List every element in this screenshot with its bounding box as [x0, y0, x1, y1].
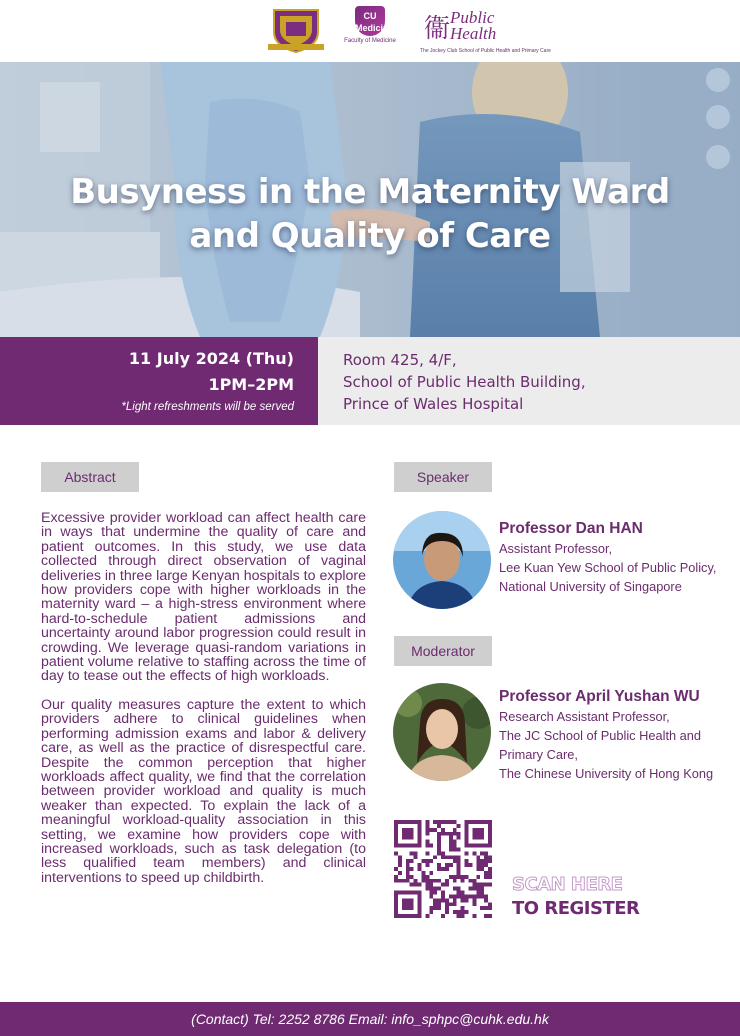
venue-line2: School of Public Health Building, — [343, 373, 586, 391]
moderator-label: Moderator — [394, 636, 492, 666]
abstract-label: Abstract — [41, 462, 139, 492]
speaker-name: Professor Dan HAN — [499, 520, 643, 537]
school-name-label: The Jockey Club School of Public Health and Primary Care — [420, 48, 551, 54]
cu-medicine-shield: CU Medicine — [355, 6, 385, 36]
refreshments-note: *Light refreshments will be served — [121, 401, 294, 413]
to-register-text: TO REGISTER — [512, 898, 640, 919]
speaker-avatar — [393, 511, 491, 609]
event-title — [0, 170, 740, 258]
speaker-title: Assistant Professor, — [499, 541, 613, 556]
cuhk-crest-logo — [266, 6, 326, 54]
speaker-label: Speaker — [394, 462, 492, 492]
registration-qr-code[interactable] — [394, 820, 492, 918]
event-time: 1PM–2PM — [208, 375, 294, 394]
contact-info: (Contact) Tel: 2252 8786 Email: info_sphpc@cuhk.edu.hk — [191, 1011, 549, 1027]
public-health-mark-icon: 衞 — [424, 14, 451, 44]
moderator-title: Research Assistant Professor, — [499, 709, 670, 724]
speaker-university: National University of Singapore — [499, 579, 682, 594]
event-date: 11 July 2024 (Thu) — [128, 349, 294, 368]
speaker-school: Lee Kuan Yew School of Public Policy, — [499, 560, 717, 575]
venue-line3: Prince of Wales Hospital — [343, 395, 524, 413]
moderator-affiliation — [499, 707, 713, 783]
moderator-name: Professor April Yushan WU — [499, 688, 700, 705]
event-venue-panel — [318, 337, 740, 425]
event-title-line2: and Quality of Care — [189, 216, 551, 256]
venue-line1: Room 425, 4/F, — [343, 351, 457, 369]
public-health-logo — [420, 4, 551, 56]
moderator-school-line2: Primary Care, — [499, 747, 578, 762]
abstract-paragraph-2: Our quality measures capture the extent to which providers adhere to clinical guidelines when performing admission exams and labor & delivery care, as well as the practice of disrespectful care. Despite the common perception that higher workloads affect quality, we find that the correlation between provider workload and quality is much weaker than expected. To explain the lack of a meaningful workload-quality association in this setting, we examine how providers cope with increased workloads, such as task delegation (to less qualified team members) and clinical interventions to speed up childbirth. — [41, 696, 366, 886]
header-logos — [0, 0, 740, 62]
speaker-affiliation — [499, 539, 716, 596]
faculty-of-medicine-label: Faculty of Medicine — [344, 38, 396, 44]
public-health-wordmark: Public Health — [450, 8, 497, 43]
event-datetime-panel — [0, 337, 318, 425]
contact-footer — [0, 1002, 740, 1036]
scan-here-text: SCAN HERE — [512, 874, 623, 895]
moderator-university: The Chinese University of Hong Kong — [499, 766, 714, 781]
cu-medicine-logo — [340, 6, 400, 56]
abstract-paragraph-1: Excessive provider workload can affect health care in ways that undermine the quality of care and patient outcomes. In this study, we use data collected through direct observation of vaginal deliveries in three large Kenyan hospitals to explore how providers cope with higher workloads in the maternity ward – a high-stress environment where hard-to-schedule patient admissions and uncertainty around labor progression could result in crowding. We leverage quasi-random variations in patient volume relative to staffing across the time of day to tease out the effects of high workloads. — [41, 510, 366, 685]
abstract-text — [41, 511, 366, 885]
moderator-avatar — [393, 683, 491, 781]
hero-banner — [0, 62, 740, 337]
moderator-school-line1: The JC School of Public Health and — [499, 728, 702, 743]
event-title-line1: Busyness in the Maternity Ward — [70, 172, 670, 212]
